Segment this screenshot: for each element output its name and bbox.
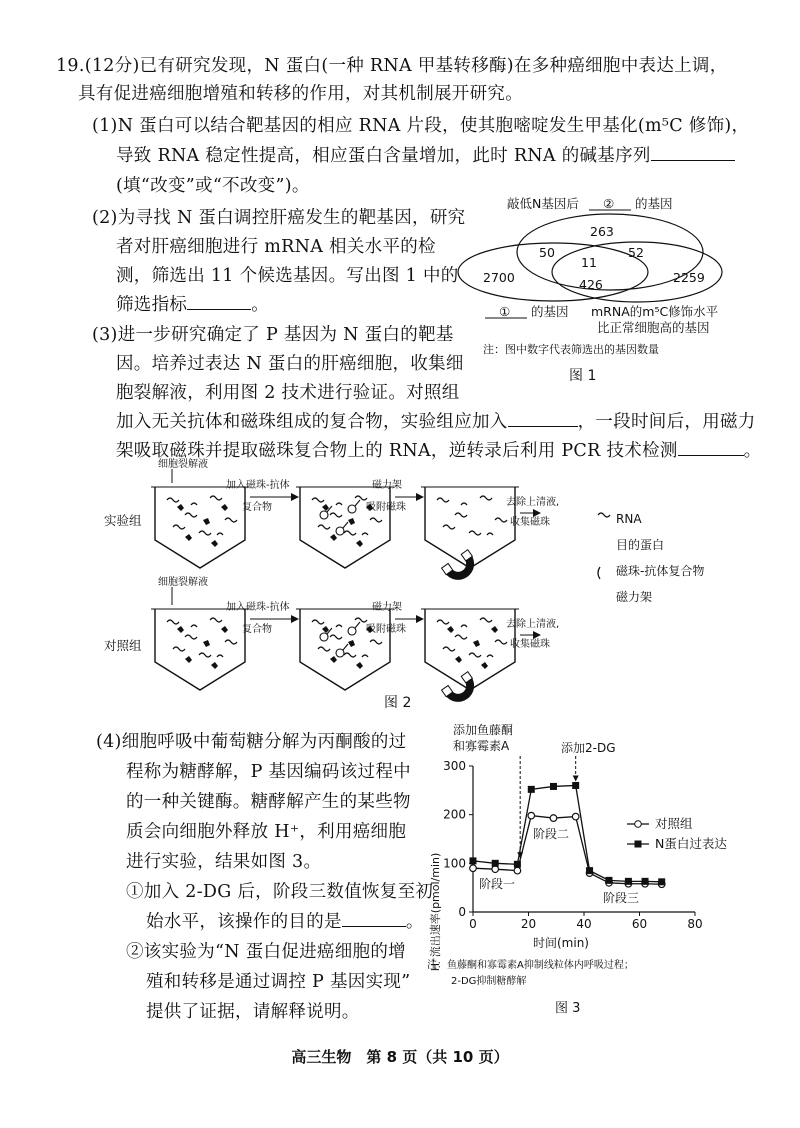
venn-n2259: 2259: [673, 270, 705, 285]
legend-marker-overexpression: [635, 841, 642, 848]
part3-line-1: (3)进一步研究确定了 P 基因为 N 蛋白的靶基: [92, 325, 454, 345]
fig3-xlabel: 时间(min): [533, 936, 589, 950]
control-point: [572, 813, 579, 820]
fig2-ctrl-step3a: 去除上清液,: [506, 619, 560, 630]
fig2-exp-tube-2: [296, 487, 394, 568]
question-line-2: 具有促进癌细胞增殖和转移的作用，对其机制展开研究。: [78, 84, 523, 104]
fig2-ctrl-step1a: 加入磁珠-抗体: [226, 602, 290, 613]
control-point: [514, 867, 521, 874]
legend-rna-icon: [598, 513, 610, 517]
fig2-ctrl-step1b: 复合物: [242, 624, 272, 635]
control-point: [492, 866, 499, 873]
fig2-ctrl-step3b: 收集磁珠: [510, 639, 550, 650]
fig2-exp-step1b: 复合物: [242, 502, 272, 513]
part3-line-5-end: 。: [743, 441, 762, 461]
answer-blank-3[interactable]: [508, 412, 578, 427]
part1-line-3: (填“改变”或“不改变”)。: [116, 176, 310, 196]
legend-magnet-label: 磁力架: [616, 590, 653, 604]
part4-line-5: 进行实验，结果如图 3。: [126, 852, 322, 872]
part2-line-4-end: 。: [251, 295, 270, 315]
fig3-stage3: 阶段三: [603, 891, 640, 905]
fig1-note: 注：图中数字代表筛选出的基因数量: [483, 343, 659, 356]
overexpression-point: [625, 878, 632, 885]
fig3-caption: 图 3: [555, 1001, 581, 1016]
overexpression-point: [528, 786, 535, 793]
answer-blank-2[interactable]: [187, 295, 251, 310]
answer-blank-5[interactable]: [342, 912, 406, 927]
overexpression-point: [572, 782, 579, 789]
part4-sub1-line-2: [146, 912, 424, 933]
part2-line-1: (2)为寻找 N 蛋白调控肝癌发生的靶基因，研究: [92, 208, 466, 228]
part4-sub2-line-3: 提供了证据，请解释说明。: [146, 1002, 360, 1022]
venn-n52: 52: [628, 245, 644, 260]
legend-label-2: N蛋白过表达: [655, 836, 727, 851]
fig2-exp-step2b: 吸附磁珠: [366, 502, 406, 513]
part4-line-3: 的一种关键酶。糖酵解产生的某些物: [126, 792, 411, 812]
fig1-left-blank-num: ①: [499, 304, 511, 319]
fig3-ylabel: H⁺流出速率(pmol/min): [429, 852, 442, 972]
part3-line-4: [116, 412, 756, 433]
part4-sub2-line-2: 殖和转移是通过调控 P 基因实现”: [146, 972, 411, 992]
overexpression-point: [492, 860, 499, 867]
fig2-lysate-label-2: 细胞裂解液: [158, 577, 208, 588]
series-line-1: [473, 816, 662, 885]
part1-line-2-text: 导致 RNA 稳定性提高，相应蛋白含量增加，此时 RNA 的碱基序列: [116, 146, 651, 166]
fig1-top-label: 敲低N基因后: [507, 196, 579, 211]
page-footer: 高三生物 第 8 页（共 10 页）: [291, 1048, 509, 1066]
fig2-exp-step1a: 加入磁珠-抗体: [226, 480, 290, 491]
y-tick-label: 100: [443, 856, 466, 871]
overexpression-point: [514, 861, 521, 868]
legend-protein-label: 目的蛋白: [616, 538, 665, 552]
event-arrow-2: [573, 775, 579, 781]
legend-marker-control: [635, 821, 642, 828]
part2-line-4: [116, 295, 269, 316]
part2-line-2: 者对肝癌细胞进行 mRNA 相关水平的检: [116, 237, 436, 257]
control-point: [550, 815, 557, 822]
fig3-annot-add1a: 添加鱼藤酮: [453, 723, 514, 737]
fig3-stage2: 阶段二: [533, 827, 570, 841]
y-tick-label: 0: [458, 905, 466, 919]
x-tick-label: 80: [687, 917, 703, 931]
fig3-annot-add1b: 和寡霉素A: [453, 739, 510, 753]
y-tick-label: 200: [443, 807, 466, 822]
part3-line-5-text: 架吸取磁珠并提取磁珠复合物上的 RNA，逆转录后利用 PCR 技术检测: [116, 441, 678, 461]
part1-line-2: [116, 146, 735, 167]
figure-3-chart: [415, 720, 785, 1030]
overexpression-point: [605, 877, 612, 884]
y-tick-label: 300: [443, 759, 466, 773]
x-tick-label: 20: [520, 917, 537, 931]
overexpression-point: [550, 783, 557, 790]
overexpression-point: [470, 857, 477, 864]
overexpression-point: [586, 867, 593, 874]
fig2-ctrl-tube-2: [296, 609, 394, 690]
part4-sub1-text: 始水平，该操作的目的是: [146, 912, 342, 932]
overexpression-point: [642, 878, 649, 885]
answer-blank-4[interactable]: [678, 441, 744, 456]
part1-line-1: (1)N 蛋白可以结合靶基因的相应 RNA 片段，使其胞嘧啶发生甲基化(m⁵C 修饰)，: [92, 116, 750, 136]
venn-n50: 50: [539, 245, 555, 260]
overexpression-point: [658, 878, 665, 885]
part3-line-4-text: 加入无关抗体和磁珠组成的复合物，实验组应加入: [116, 412, 508, 432]
part3-line-2: 因。培养过表达 N 蛋白的肝癌细胞，收集细: [116, 354, 464, 374]
fig2-exp-step3b: 收集磁珠: [510, 517, 550, 528]
fig1-right-label-2: 比正常细胞高的基因: [597, 320, 710, 335]
part2-line-3: 测，筛选出 11 个候选基因。写出图 1 中的: [116, 266, 459, 286]
part2-line-4-text: 筛选指标: [116, 295, 188, 315]
fig2-exp-tube-1: [151, 487, 249, 568]
figure-1-venn: [445, 190, 775, 385]
fig1-left-label: 的基因: [531, 304, 569, 319]
part4-sub1-end: 。: [405, 912, 424, 932]
legend-label-1: 对照组: [655, 816, 693, 831]
part4-sub2-line-1: ②该实验为“N 蛋白促进癌细胞的增: [126, 942, 406, 962]
fig3-note-2: 2-DG抑制糖酵解: [451, 976, 527, 987]
venn-n426: 426: [579, 277, 603, 292]
x-tick-label: 40: [576, 917, 592, 931]
x-tick-label: 60: [631, 917, 648, 931]
fig2-ctrl-group-label: 对照组: [104, 638, 142, 653]
legend-rna-label: RNA: [616, 512, 642, 526]
part4-sub1-line-1: ①加入 2-DG 后，阶段三数值恢复至初: [126, 882, 434, 902]
legend-complex-icon: [598, 567, 600, 579]
venn-n263: 263: [590, 224, 614, 239]
answer-blank-1[interactable]: [651, 146, 735, 161]
fig2-ctrl-tube-1: [151, 609, 249, 690]
fig2-ctrl-step2b: 吸附磁珠: [366, 624, 406, 635]
part4-line-2: 程称为糖酵解，P 基因编码该过程中: [126, 762, 411, 782]
fig2-exp-step2a: 磁力架: [372, 480, 402, 491]
part4-line-4: 质会向细胞外释放 H⁺，利用癌细胞: [126, 822, 407, 842]
fig1-caption: 图 1: [569, 368, 597, 384]
fig2-exp-step3a: 去除上清液,: [506, 497, 560, 508]
x-tick-label: 0: [469, 917, 477, 931]
control-point: [470, 865, 477, 872]
fig1-right-label-1: mRNA的m⁵C修饰水平: [591, 304, 719, 319]
legend-complex-label: 磁珠-抗体复合物: [616, 564, 705, 578]
venn-n2700: 2700: [483, 270, 515, 285]
fig1-top-blank-num: ②: [603, 196, 615, 211]
fig1-top-label-end: 的基因: [635, 196, 673, 211]
venn-n11: 11: [581, 255, 597, 270]
fig3-annot-add2: 添加2-DG: [561, 741, 616, 755]
fig2-lysate-label-1: 细胞裂解液: [158, 459, 208, 470]
fig2-ctrl-step2a: 磁力架: [372, 602, 402, 613]
part3-line-4-end: ，一段时间后，用磁力: [577, 412, 756, 432]
fig3-stage1: 阶段一: [479, 877, 516, 891]
fig2-caption: 图 2: [384, 695, 412, 711]
part3-line-3: 胞裂解液，利用图 2 技术进行验证。对照组: [116, 383, 460, 403]
part4-line-1: (4)细胞呼吸中葡萄糖分解为丙酮酸的过: [96, 732, 407, 752]
control-point: [528, 812, 535, 819]
question-line-1: 19.(12分)已有研究发现，N 蛋白(一种 RNA 甲基转移酶)在多种癌细胞中表达上调，: [56, 56, 728, 76]
fig2-exp-magnet: [442, 550, 481, 586]
fig3-note-1: 注：鱼藤酮和寡霉素A抑制线粒体内呼吸过程；: [427, 960, 634, 971]
figure-2-pulldown: [100, 455, 740, 705]
fig2-exp-group-label: 实验组: [104, 513, 142, 528]
